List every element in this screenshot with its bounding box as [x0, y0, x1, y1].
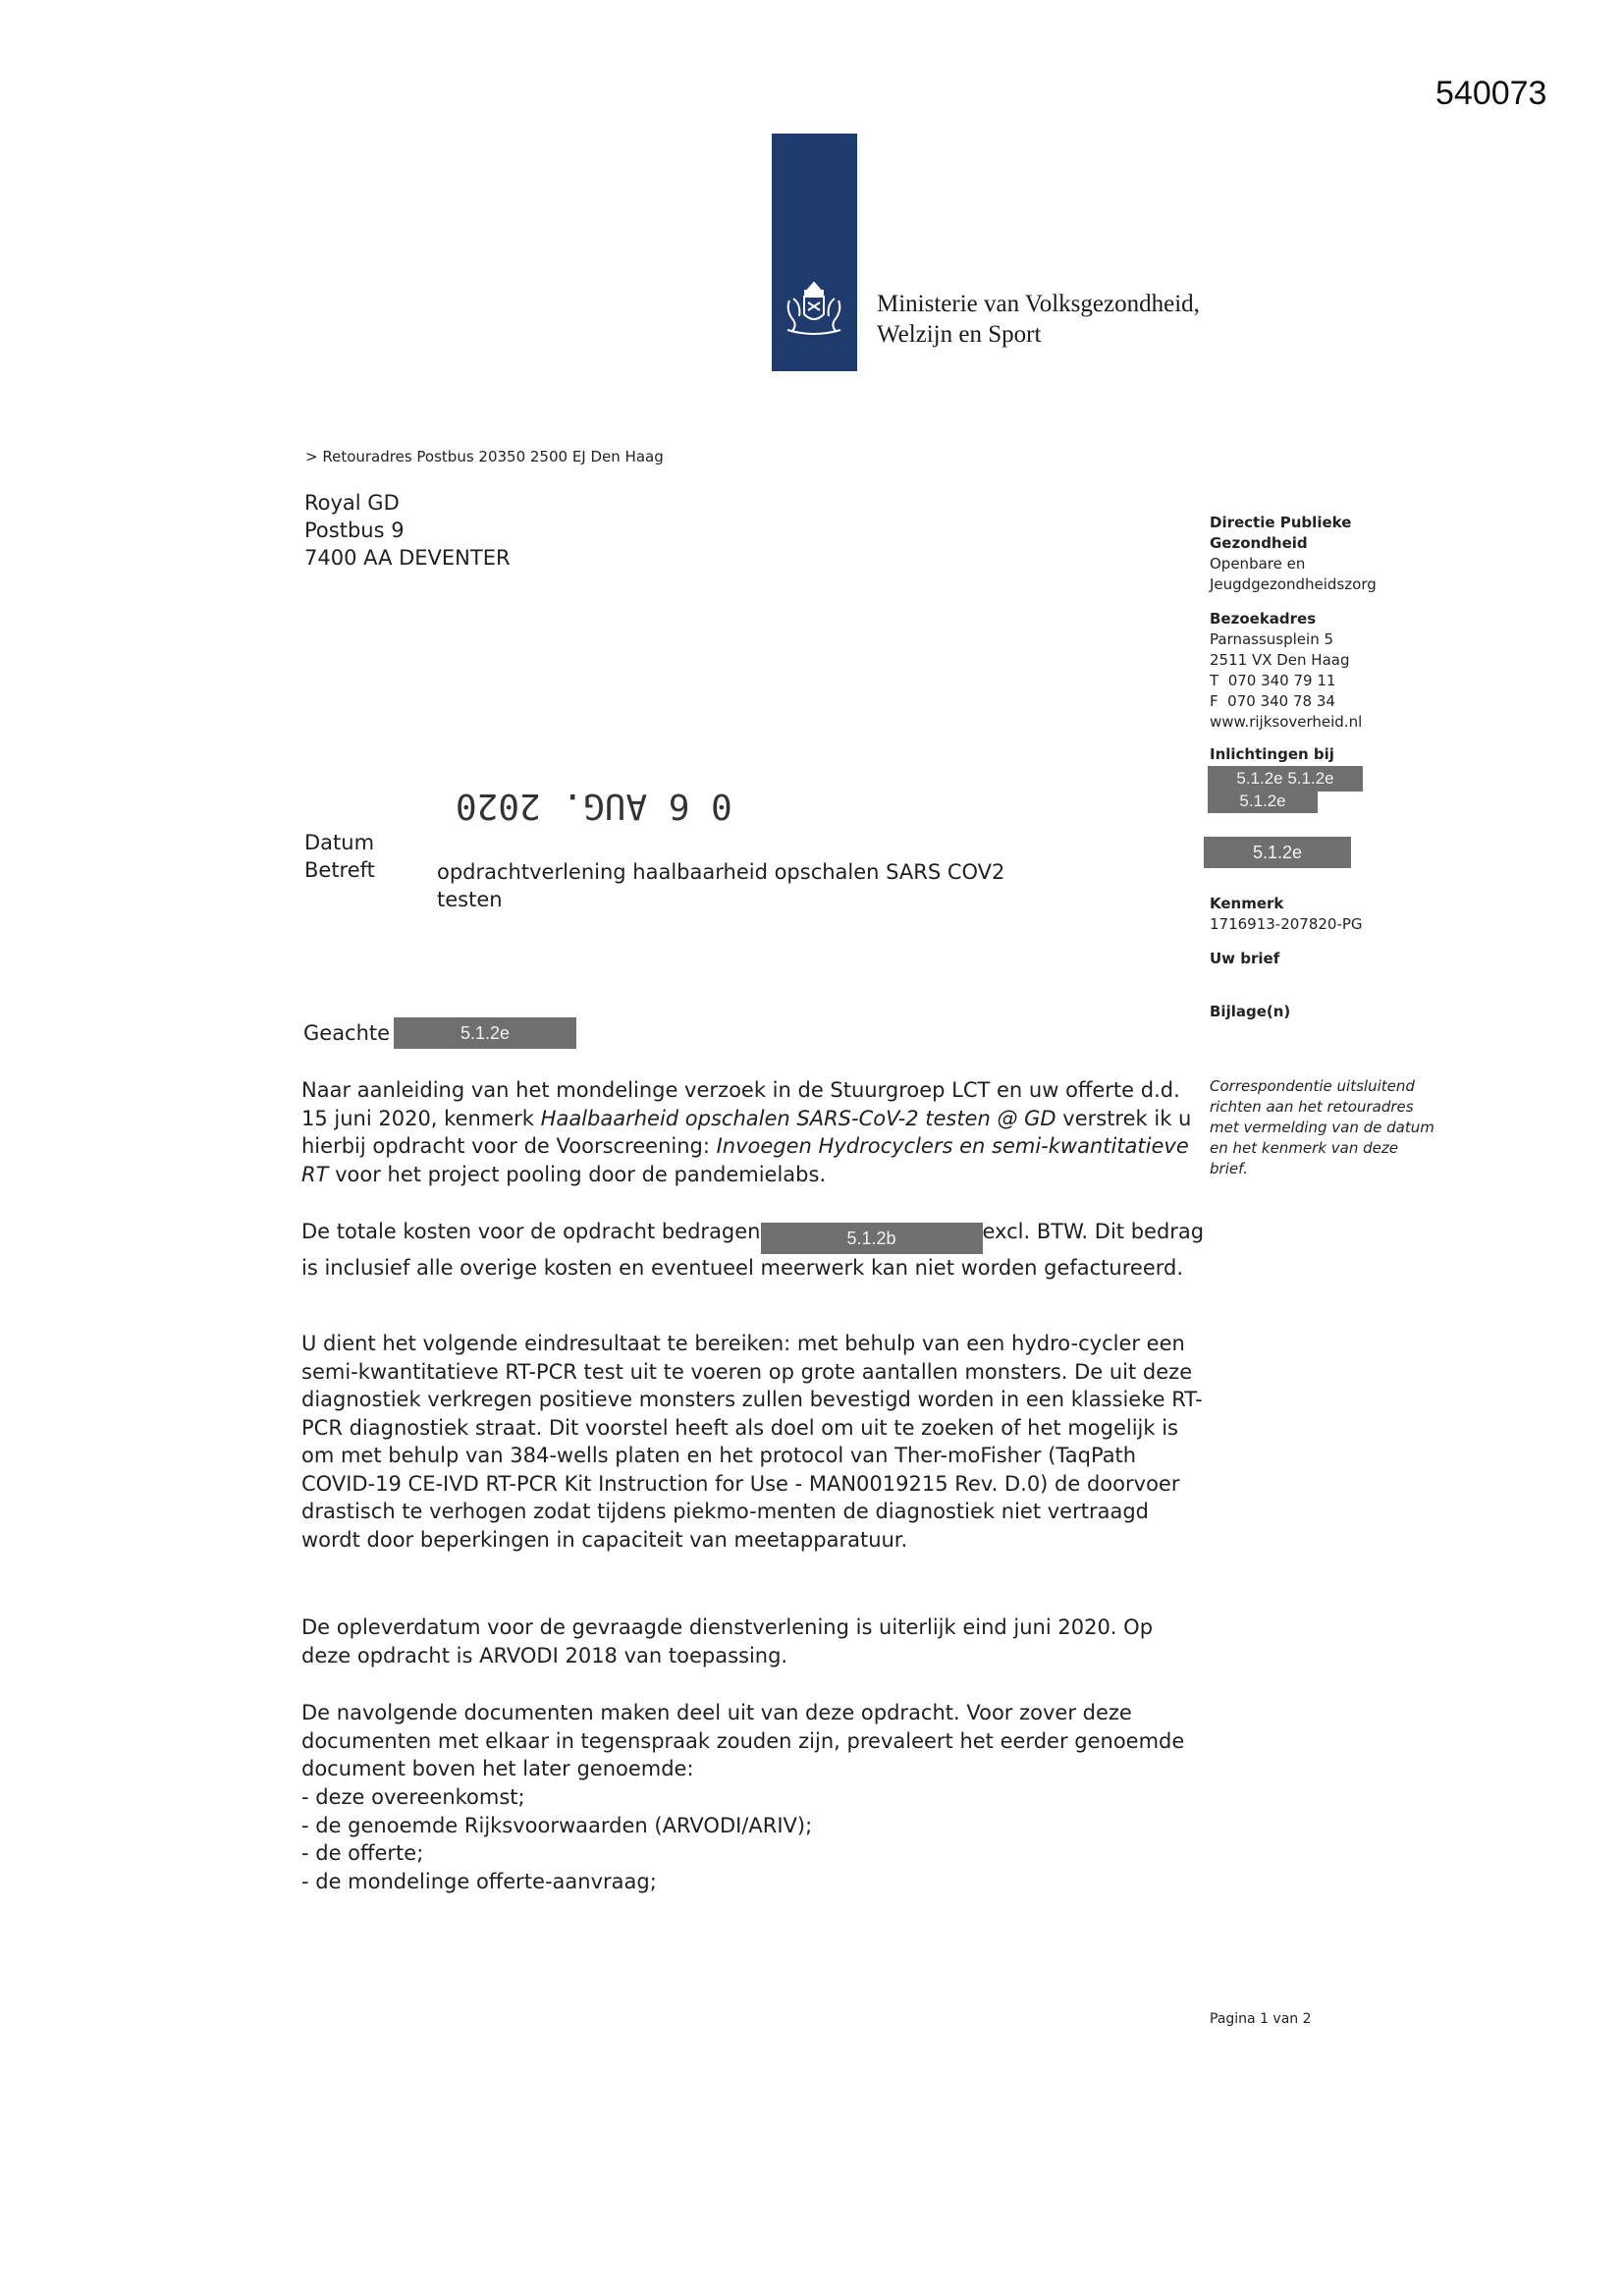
contact-label: Inlichtingen bij — [1210, 745, 1334, 763]
received-date-stamp: 0 6 AUG. 2020 — [456, 786, 732, 826]
ministry-name-line2: Welzijn en Sport — [877, 321, 1042, 348]
body-paragraph: U dient het volgende eindresultaat te bereiken: met behulp van een hydro-cycler een semi-kwantitatieve RT-PCR test uit te voeren op grote aantallen monsters. De uit deze diagnostiek verkregen positieve monsters zullen bevestigd worden in een klassieke RT-PCR diagnostiek straat. Dit voorstel heeft als doel om uit te zoeken of het mogelijk is om met behulp van 384-wells platen en het protocol van Ther-moFisher (TaqPath COVID-19 CE-IVD RT-PCR Kit Instruction for Use - MAN0019215 Rev. D.0) de doorvoer drastisch te verhogen zodat tijdens piekmo-menten de diagnostiek niet vertraagd wordt door beperkingen in capaciteit van meetapparatuur. — [301, 1332, 1203, 1552]
document-list — [301, 1783, 1205, 1895]
body-paragraph: De navolgende documenten maken deel uit van deze opdracht. Voor zover deze documenten met elkaar in tegenspraak zouden zijn, prevaleert het eerder genoemde document boven het later genoemde: — [301, 1701, 1185, 1780]
redaction-box: 5.1.2b — [761, 1223, 983, 1254]
return-address: > Retouradres Postbus 20350 2500 EJ Den Haag — [305, 448, 664, 465]
subject-text: opdrachtverlening haalbaarheid opschalen SARS COV2 testen — [437, 860, 1005, 911]
body-paragraph — [301, 1218, 1205, 1283]
subject-label: Betreft — [304, 858, 375, 882]
list-item: - de mondelinge offerte-aanvraag; — [301, 1869, 657, 1893]
date-label: Datum — [304, 831, 375, 854]
paragraph-text: excl. BTW. Dit bedrag is inclusief alle overige kosten en eventueel meerwerk kan niet worden gefactureerd. — [301, 1220, 1205, 1280]
redaction-box: 5.1.2e — [1208, 790, 1318, 813]
visit-address-label: Bezoekadres — [1210, 610, 1317, 628]
assignment-title: Invoegen Hydrocyclers en semi-kwantitatieve RT — [301, 1134, 1189, 1186]
website-link[interactable]: www.rijksoverheid.nl — [1210, 713, 1363, 731]
list-item: - de genoemde Rijksvoorwaarden (ARVODI/ARIV); — [301, 1813, 813, 1837]
redaction-box: 5.1.2e 5.1.2e — [1208, 766, 1363, 792]
department-title: Directie Publieke Gezondheid — [1210, 514, 1352, 552]
redaction-box: 5.1.2e — [394, 1017, 576, 1049]
document-number: 540073 — [1435, 75, 1547, 112]
attachments-label: Bijlage(n) — [1210, 1003, 1291, 1020]
paragraph-text: Naar aanleiding van het mondelinge verzoek in de Stuurgroep LCT en uw offerte d.d. 15 juni 2020, kenmerk — [301, 1078, 1180, 1130]
coat-of-arms-icon — [778, 277, 851, 340]
correspondence-note: Correspondentie uitsluitend richten aan het retouradres met vermelding van de datum en het kenmerk van deze brief. — [1210, 1077, 1435, 1177]
list-item: - deze overeenkomst; — [301, 1785, 525, 1809]
department-subtitle: Openbare en Jeugdgezondheidszorg — [1210, 555, 1377, 593]
body-paragraph: De opleverdatum voor de gevraagde dienstverlening is uiterlijk eind juni 2020. Op deze opdracht is ARVODI 2018 van toepassing. — [301, 1615, 1154, 1667]
paragraph-text: voor het project pooling door de pandemielabs. — [328, 1162, 827, 1186]
government-logo-band — [772, 134, 857, 371]
body-paragraph — [301, 1076, 1205, 1188]
phone-number: T 070 340 79 11 — [1210, 672, 1336, 689]
redaction-box: 5.1.2e — [1204, 837, 1351, 868]
offer-reference: Haalbaarheid opschalen SARS-CoV-2 testen @ GD — [540, 1106, 1056, 1130]
list-item: - de offerte; — [301, 1841, 424, 1865]
salutation: Geachte — [303, 1021, 391, 1045]
paragraph-text: verstrek ik u hierbij opdracht voor de Voorscreening: — [301, 1106, 1192, 1158]
visit-city: 2511 VX Den Haag — [1210, 651, 1350, 669]
recipient-city: 7400 AA DEVENTER — [304, 546, 511, 570]
your-letter-label: Uw brief — [1210, 950, 1280, 967]
ministry-name-line1: Ministerie van Volksgezondheid, — [877, 291, 1200, 317]
page-indicator: Pagina 1 van 2 — [1210, 2011, 1312, 2027]
visit-street: Parnassusplein 5 — [1210, 630, 1334, 648]
reference-value: 1716913-207820-PG — [1210, 915, 1363, 933]
reference-label: Kenmerk — [1210, 895, 1284, 912]
fax-number: F 070 340 78 34 — [1210, 692, 1335, 710]
paragraph-text: De totale kosten voor de opdracht bedragen — [301, 1220, 761, 1243]
recipient-name: Royal GD — [304, 491, 400, 515]
recipient-postbus: Postbus 9 — [304, 519, 405, 542]
